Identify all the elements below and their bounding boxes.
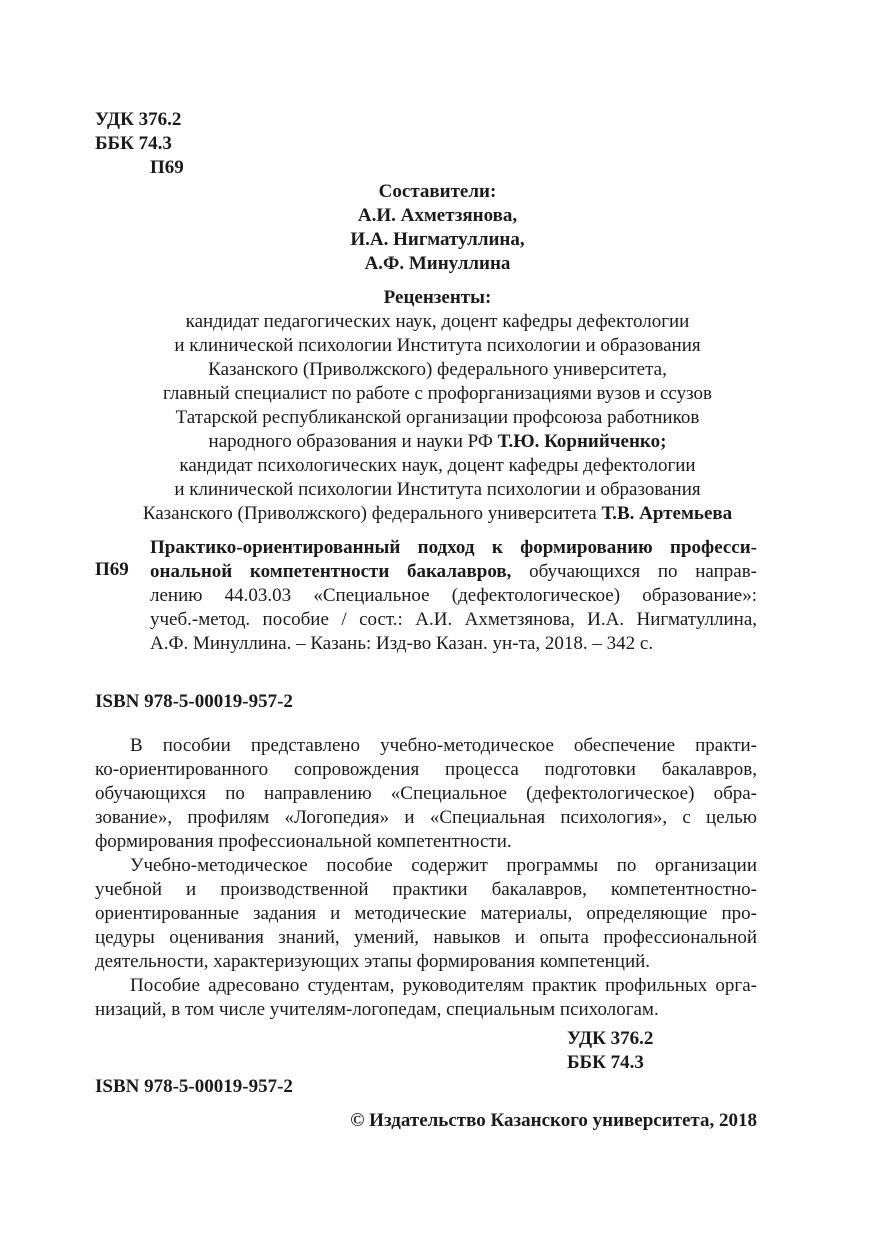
compiler-name: А.И. Ахметзянова, xyxy=(357,205,518,226)
reviewer-line: народного образования и науки РФ xyxy=(208,431,498,452)
reviewer-line: кандидат педагогических наук, доцент кафедры дефектологии xyxy=(185,311,690,332)
abstract-line: деятельности, характеризующих этапы формирования компетенций. xyxy=(95,951,651,972)
abstract-line: ориентированные задания и методические материалы, определяющие про- xyxy=(95,903,757,924)
citation-line: Практико-ориентированный подход к формированию професси- xyxy=(150,537,757,558)
author-code: П69 xyxy=(150,157,184,178)
udk-code-footer: УДК 376.2 xyxy=(567,1028,654,1049)
book-title-end: ональной компетентности бакалавров, xyxy=(150,561,512,582)
reviewer-line: и клинической психологии Института психологии и образования xyxy=(174,335,701,356)
isbn-footer: ISBN 978-5-00019-957-2 xyxy=(95,1076,293,1097)
citation-line: учеб.-метод. пособие / сост.: А.И. Ахметзянова, И.А. Нигматуллина, xyxy=(150,609,757,630)
udk-code: УДК 376.2 xyxy=(95,109,182,130)
abstract-line: Пособие адресовано студентам, руководителям практик профильных орга- xyxy=(130,975,757,996)
compiler-name: И.А. Нигматуллина, xyxy=(350,229,525,250)
reviewer-name: Т.Ю. Корнийченко; xyxy=(497,431,667,452)
abstract-line: обучающихся по направлению «Специальное (дефектологическое) обра- xyxy=(95,783,757,804)
reviewers-heading: Рецензенты: xyxy=(383,287,492,308)
abstract-line: В пособии представлено учебно-методическое обеспечение практи- xyxy=(130,735,757,756)
reviewer-line-with-name xyxy=(0,430,875,454)
reviewer-line: Татарской республиканской организации профсоюза работников xyxy=(175,407,700,428)
compilers-heading: Составители: xyxy=(378,181,497,202)
bbk-code: ББК 74.3 xyxy=(95,133,172,154)
abstract-line: низаций, в том числе учителям-логопедам, специальным психологам. xyxy=(95,999,659,1020)
reviewer-line-with-name xyxy=(0,502,875,526)
citation-code: П69 xyxy=(95,559,129,580)
abstract-line: формирования профессиональной компетентности. xyxy=(95,831,512,852)
abstract-line: цедуры оценивания знаний, умений, навыков и опыта профессиональной xyxy=(95,927,757,948)
citation-line: А.Ф. Минуллина. – Казань: Изд-во Казан. ун-та, 2018. – 342 с. xyxy=(150,633,654,654)
abstract-line: учебной и производственной практики бакалавров, компетентностно- xyxy=(95,879,757,900)
abstract-line: Учебно-методическое пособие содержит программы по организации xyxy=(130,855,757,876)
reviewer-line: кандидат психологических наук, доцент кафедры дефектологии xyxy=(179,455,696,476)
reviewer-line: и клинической психологии Института психологии и образования xyxy=(174,479,701,500)
abstract-line: зование», профилям «Логопедия» и «Специальная психология», с целью xyxy=(95,807,757,828)
compiler-name: А.Ф. Минуллина xyxy=(364,253,511,274)
isbn: ISBN 978-5-00019-957-2 xyxy=(95,691,293,712)
citation-line: лению 44.03.03 «Специальное (дефектологическое) образование»: xyxy=(150,585,757,606)
citation-text: обучающихся по направ- xyxy=(511,561,757,582)
bbk-code-footer: ББК 74.3 xyxy=(567,1052,644,1073)
copyright: © Издательство Казанского университета, 2018 xyxy=(350,1110,757,1131)
reviewer-name: Т.В. Артемьева xyxy=(601,503,733,524)
abstract-line: ко-ориентированного сопровождения процесса подготовки бакалавров, xyxy=(95,759,757,780)
citation-line xyxy=(150,560,757,584)
reviewer-line: главный специалист по работе с профорганизациями вузов и ссузов xyxy=(163,383,712,404)
reviewer-line: Казанского (Приволжского) федерального университета xyxy=(142,503,602,524)
reviewer-line: Казанского (Приволжского) федерального университета, xyxy=(208,359,667,380)
